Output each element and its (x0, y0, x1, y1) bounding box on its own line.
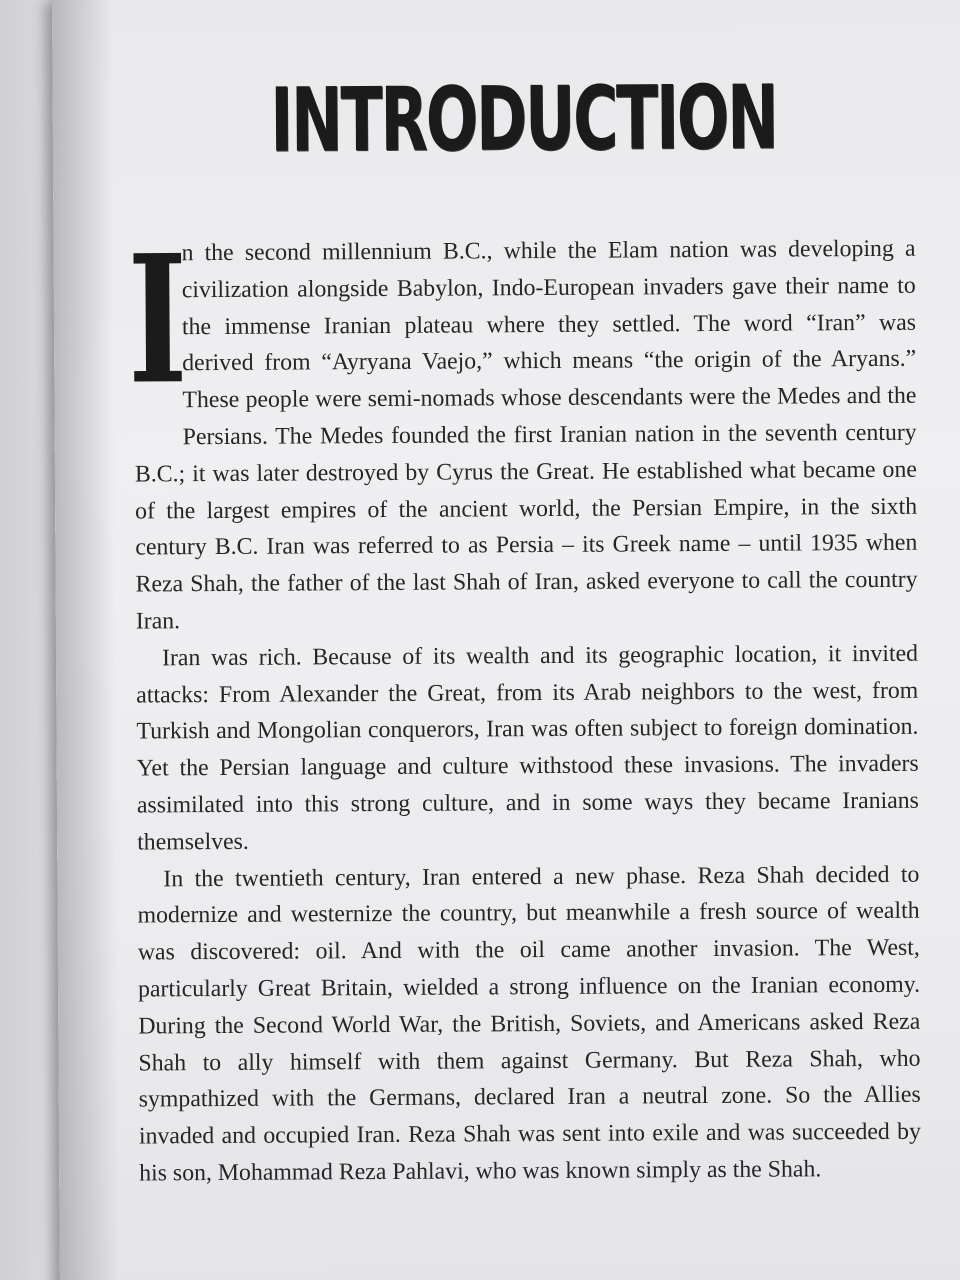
chapter-title: INTRODUCTION (269, 65, 777, 172)
body-text (127, 216, 922, 1192)
paragraph-3: In the twentieth century, Iran entered a new phase. Reza Shah decided to modernize and westernize the country, but meanwhile a fresh source of wealth was discovered: oil. And with the oil came another invasion. The West, particularly Great Britain, wielded a strong influence on the Iranian economy. During the Second World War, the British, Soviets, and Americans asked Reza Shah to ally himself with them against Germany. But Reza Shah, who sympathized with the Germans, declared Iran a neutral zone. So the Allies invaded and occupied Iran. Reza Shah was sent into exile and was succeeded by his son, Mohammad Reza Pahlavi, who was known simply as the Shah. (137, 861, 922, 1187)
paragraph-1-text: n the second millennium B.C., while the Elam nation was developing a civilization alongside Babylon, Indo-European invaders gave their name to the immense Iranian plateau where they settled. The word “Iran” was derived from “Ayryana Vaejo,” which means “the origin of the Aryans.” These people were semi-nomads whose descendants were the Medes and the Persians. The Medes founded the first Iranian nation in the seventh century B.C.; it was later destroyed by Cyrus the Great. He established what became one of the largest empires of the ancient world, the Persian Empire, in the sixth century B.C. Iran was referred to as Persia – its Greek name – until 1935 when Reza Shah, the father of the last Shah of Iran, asked everyone to call the country Iran. (134, 235, 918, 635)
book-page (52, 0, 960, 1280)
drop-cap: I (127, 216, 188, 424)
paragraph-1 (127, 216, 918, 641)
paragraph-2: Iran was rich. Because of its wealth and its geographic location, it invited attacks: From Alexander the Great, from its Arab neighbors to the west, from Turkish and Mongolian conquerors, Iran was often subject to foreign domination. Yet the Persian language and culture withstood these invasions. The invaders assimilated into this strong culture, and in some ways they became Iranians themselves. (136, 640, 919, 856)
